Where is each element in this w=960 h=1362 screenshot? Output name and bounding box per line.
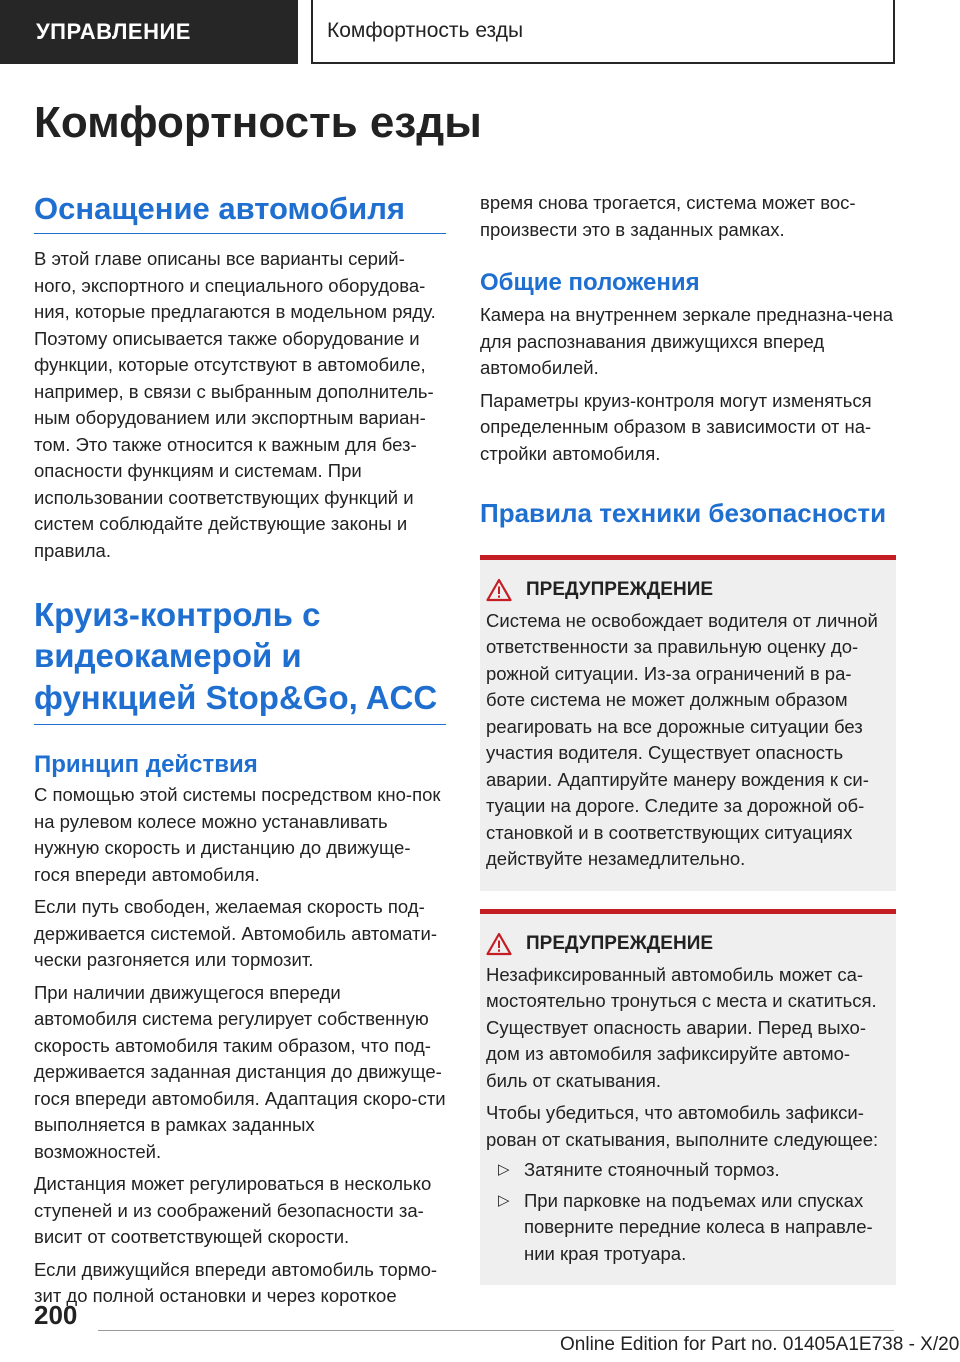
paragraph: Дистанция может регулироваться в несколько ступеней и из соображений безопасности за-висит от соответствующей скорости. <box>34 1173 432 1248</box>
section-title-equipment: Оснащение автомобиля <box>34 190 446 234</box>
warning-text: Незафиксированный автомобиль может са-мостоятельно тронуться с места и скатиться. Существует опасность аварии. Перед выхо-дом из автомобиля зафиксируйте автомо-биль от скатывания. <box>486 963 877 1091</box>
warning-triangle-icon <box>486 932 512 956</box>
paragraph: С помощью этой системы посредством кно-пок на рулевом колесе можно устанавливать нужную скорость и дистанцию до движуще-гося впереди автомобиля. <box>34 784 441 885</box>
list-item <box>486 1188 888 1268</box>
warning-text: Чтобы убедиться, что автомобиль зафикси-рован от скатывания, выполните следующее: <box>486 1102 879 1150</box>
list-item-text: При парковке на подъемах или спусках поверните передние колеса в направле-нии края тротуара. <box>524 1189 873 1264</box>
warning-box-1 <box>480 555 896 891</box>
paragraph: Параметры круиз-контроля могут изменяться определенным образом в зависимости от на-стройки автомобиля. <box>480 389 872 464</box>
warning-text: Система не освобождает водителя от личной ответственности за правильную оценку до-рожной ситуации. Из-за ограничений в ра-боте система не может должным образом реагировать на все дорожные ситуации без участия водителя. Существует опасность аварии. Адаптируйте манеру вождения к си-туации на дороге. Следите за дорожной об-становкой и в соответствующих ситуациях действуйте незамедлительно. <box>486 609 878 870</box>
triangle-right-icon: ▷ <box>498 1191 510 1209</box>
paragraph-continued: время снова трогается, система может вос-произвести это в заданных рамках. <box>480 192 856 240</box>
header-chapter-tab[interactable]: Комфортность езды <box>311 0 895 64</box>
triangle-right-icon: ▷ <box>498 1161 510 1179</box>
page-number: 200 <box>34 1300 78 1330</box>
paragraph: Если путь свободен, желаемая скорость под-держивается системой. Автомобиль автомати-чески разгоняется или тормозит. <box>34 896 438 971</box>
subsection-general: Общие положения <box>480 269 700 296</box>
list-item <box>486 1157 888 1184</box>
warning-head <box>486 578 888 602</box>
paragraph: При наличии движущегося впереди автомобиля система регулирует собственную скорость автомобиля таким образом, что под-держивается заданная дистанция до движуще-гося впереди автомобиля. Адаптация скоро-сти выполняется в рамках заданных возможностей. <box>34 981 446 1162</box>
subsection-safety: Правила техники безопасности <box>480 498 887 529</box>
warning-label: ПРЕДУПРЕЖДЕНИЕ <box>526 578 714 600</box>
paragraph: Если движущийся впереди автомобиль тормо-зит до полной остановки и через короткое <box>34 1258 438 1307</box>
warning-label: ПРЕДУПРЕЖДЕНИЕ <box>526 932 714 954</box>
page-title: Комфортность езды <box>34 98 482 147</box>
section-title-acc: Круиз-контроль с видеокамерой и функцией Stop&Go, ACC <box>34 594 446 725</box>
right-column <box>480 190 896 1285</box>
warning-box-2 <box>480 909 896 1286</box>
footer-edition: Online Edition for Part no. 01405A1E738 - X/20 <box>560 1334 960 1355</box>
left-column <box>34 190 446 1310</box>
paragraph: Камера на внутреннем зеркале предназна-чена для распознавания движущихся вперед автомобилей. <box>480 304 894 379</box>
equipment-text: В этой главе описаны все варианты серий-ного, экспортного и специального оборудова-ния, которые предлагаются в модельном ряду. Поэтому описывается также оборудование и функции, которые отсутствуют в автомобиле, например, в связи с выбранным дополнитель-ным оборудованием или экспортным вариан-том. Это также относится к важным для без-опасности функциям и системам. При использовании соответствующих функций и систем соблюдайте действующие законы и правила. <box>34 248 436 561</box>
header-section-label: УПРАВЛЕНИЕ <box>0 0 298 64</box>
warning-triangle-icon <box>486 578 512 602</box>
list-item-text: Затяните стояночный тормоз. <box>524 1159 780 1181</box>
warning-head <box>486 932 888 956</box>
subsection-principle: Принцип действия <box>34 750 258 778</box>
footer-divider <box>98 1330 894 1331</box>
